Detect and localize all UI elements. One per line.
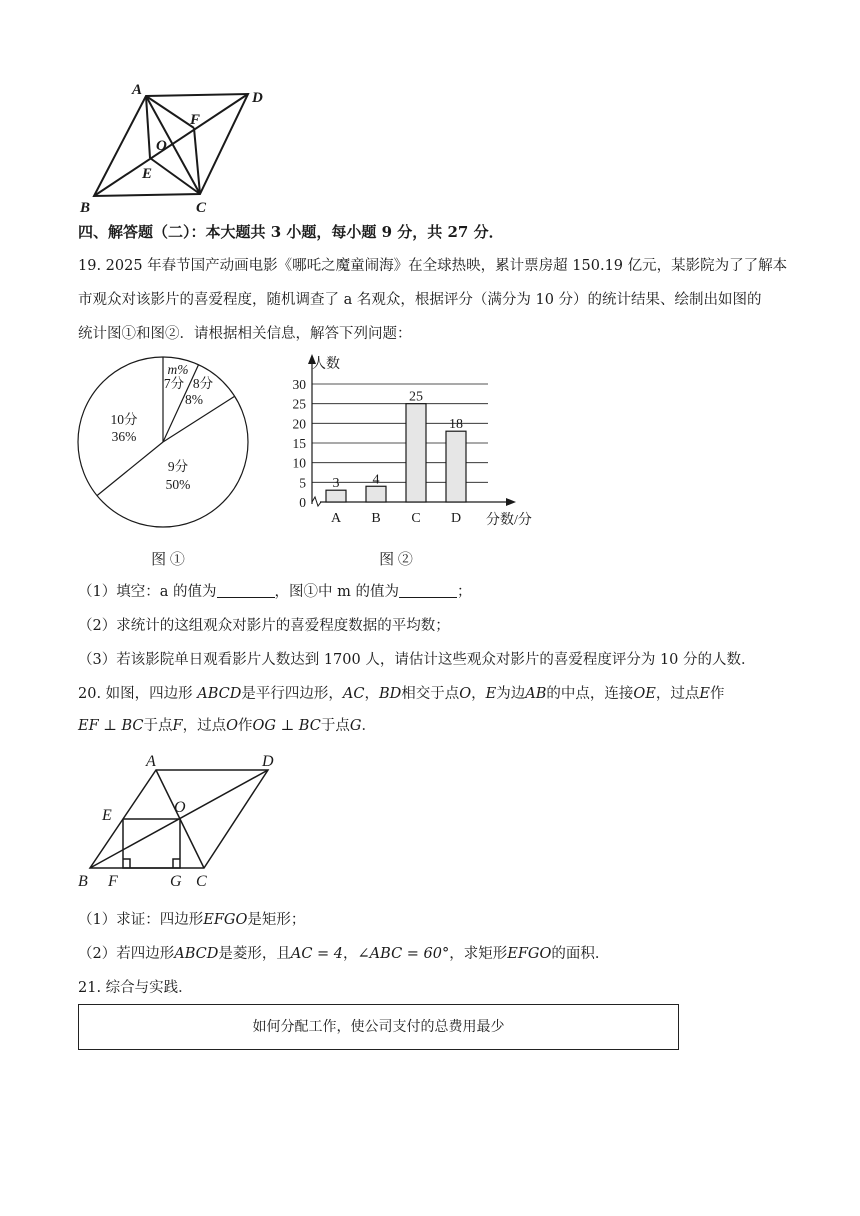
q20-og-perp: OG ⊥ BC <box>252 718 321 734</box>
q20-label-f: F <box>108 873 118 890</box>
y-tick-label: 25 <box>292 396 306 412</box>
label-a: A <box>132 82 143 98</box>
figure-top-parallelogram <box>76 78 276 218</box>
bar-C <box>406 404 426 502</box>
q19-sub1-end: ； <box>456 584 472 600</box>
q21-topic-text: 如何分配工作，使公司支付的总费用最少 <box>252 1019 505 1035</box>
q20-sub1-t2: 是矩形； <box>247 912 306 928</box>
y-tick-label: 15 <box>292 436 306 451</box>
q20-label-b: B <box>78 873 88 890</box>
q20-sub2-t1: （2）若四边形 <box>78 946 175 962</box>
q20-ab: AB <box>525 686 547 702</box>
q20-t14: ． <box>361 718 376 734</box>
q20-abcd: ABCD <box>197 686 242 702</box>
y-tick-label: 30 <box>292 377 306 392</box>
q20-sub1 <box>78 910 305 930</box>
answer-blank-m[interactable] <box>399 583 457 598</box>
q20-sub2-t4: ，求矩形 <box>449 946 508 962</box>
x-category-label: C <box>411 511 421 526</box>
bar-value-label: 3 <box>332 476 340 492</box>
slice-8-value: 8% <box>185 392 203 407</box>
q19-sub1-a-text: a 的值为 <box>159 584 217 600</box>
q20-t9: 作 <box>709 686 725 702</box>
q21-line1: 21. 综合与实践． <box>78 980 193 996</box>
q19-line2: 市观众对该影片的喜爱程度，随机调查了 a 名观众，根据评分（满分为 10 分）的统计结果、绘制出如图的 <box>78 292 762 308</box>
q20-g: G <box>349 718 362 734</box>
q20-label-e: E <box>102 807 112 824</box>
q20-o2: O <box>226 718 238 734</box>
q20-e: E <box>485 686 497 702</box>
bar-value-label: 25 <box>409 389 423 405</box>
right-angle-f <box>123 859 130 868</box>
q20-f: F <box>172 718 183 734</box>
q20-label-a: A <box>146 753 156 770</box>
q20-sub2-ac: AC = 4 <box>290 946 344 962</box>
bar-caption: 图 ② <box>379 552 413 568</box>
q20-o: O <box>459 686 472 702</box>
q19-sub2: （2）求统计的这组观众对影片的喜爱程度数据的平均数； <box>78 618 450 634</box>
q20-sub2-t2: 是菱形，且 <box>218 946 291 962</box>
slice-10-value: 36% <box>111 429 137 444</box>
x-category-label: A <box>330 511 342 526</box>
slice-7-value: m% <box>167 362 189 377</box>
q20-e2: E <box>699 686 710 702</box>
q20-label-d: D <box>262 753 274 770</box>
q19-sub1-prefix: （1）填空： <box>78 584 160 600</box>
q19-sub1 <box>78 582 471 602</box>
slice-9-label: 9分 <box>167 459 189 474</box>
label-d: D <box>252 90 263 106</box>
label-b: B <box>80 200 91 216</box>
q20-t5: ， <box>471 686 486 702</box>
q20-t8: ，过点 <box>655 686 700 702</box>
label-c: C <box>196 200 207 216</box>
q20-t1: 20. 如图，四边形 <box>78 686 193 702</box>
q20-t13: 于点 <box>320 718 350 734</box>
pie-chart <box>74 356 254 572</box>
q20-sub2-angle: ∠ABC = 60° <box>357 946 450 962</box>
x-axis-title: 分数/分 <box>486 513 532 528</box>
label-f: F <box>190 112 201 128</box>
x-axis-arrow <box>506 498 516 506</box>
pie-caption: 图 ① <box>151 552 185 568</box>
pie-radius-9-10 <box>97 442 163 496</box>
bar-value-label: 4 <box>372 472 380 488</box>
q20-sub2-efgo: EFGO <box>507 946 552 962</box>
q20-t11: ，过点 <box>182 718 227 734</box>
x-category-label: D <box>450 511 462 526</box>
q20-sub1-efgo: EFGO <box>203 912 248 928</box>
slice-10-label: 10分 <box>110 412 138 427</box>
y-tick-label: 5 <box>299 475 306 491</box>
q20-label-g: G <box>170 873 182 890</box>
q20-t3: ， <box>364 686 379 702</box>
q19-line1: 19. 2025 年春节国产动画电影《哪吒之魔童闹海》在全球热映，累计票房超 150.19 亿元，某影院为了了解本 <box>78 258 788 274</box>
q19-line3: 统计图①和图②．请根据相关信息，解答下列问题： <box>78 326 412 342</box>
slice-9-value: 50% <box>165 477 191 492</box>
q20-bd: BD <box>378 686 402 702</box>
slice-7-label: 7分 <box>163 376 185 391</box>
q20-label-c: C <box>196 873 207 890</box>
q20-t6: 为边 <box>496 686 526 702</box>
q20-t2: 是平行四边形， <box>241 686 343 702</box>
right-angle-g <box>173 859 180 868</box>
bar-B <box>366 486 386 502</box>
q20-oe: OE <box>633 686 656 702</box>
y-tick-label: 10 <box>292 455 306 471</box>
q20-t4: 相交于点 <box>401 686 460 702</box>
answer-blank-a[interactable] <box>217 583 275 598</box>
q20-ac: AC <box>342 686 365 702</box>
figure-q20-parallelogram <box>74 748 294 894</box>
label-o: O <box>156 138 167 154</box>
q21-topic-box <box>78 1004 679 1050</box>
q20-sub1-t1: （1）求证：四边形 <box>78 912 204 928</box>
y-tick-label: 0 <box>299 495 306 510</box>
q20-ef-perp: EF ⊥ BC <box>78 718 144 734</box>
x-category-label: B <box>371 511 381 526</box>
q20-t12: 作 <box>237 718 253 734</box>
bar-chart <box>280 352 550 572</box>
bar-D <box>446 431 466 502</box>
q20-t10: 于点 <box>143 718 173 734</box>
axis-break <box>312 497 321 506</box>
q20-line2 <box>78 716 376 736</box>
q20-t7: 的中点，连接 <box>546 686 634 702</box>
q19-sub3: （3）若该影院单日观看影片人数达到 1700 人，请估计这些观众对影片的喜爱程度评分为 10 分的人数． <box>78 652 756 668</box>
q20-sub2-t5: 的面积． <box>551 946 610 962</box>
q20-sub2-abcd: ABCD <box>174 946 219 962</box>
bar-A <box>326 490 346 502</box>
section-title: 四、解答题（二）：本大题共 3 小题，每小题 9 分，共 27 分． <box>78 223 504 241</box>
rectangle-efgo <box>123 819 180 868</box>
q20-sub2-t3: ， <box>343 946 358 962</box>
y-tick-label: 20 <box>292 416 306 432</box>
q19-sub1-m-text: ，图①中 m 的值为 <box>274 584 399 600</box>
q20-sub2 <box>78 944 609 964</box>
label-e: E <box>142 166 153 182</box>
bar-value-label: 18 <box>449 417 463 433</box>
q20-line1 <box>78 684 724 704</box>
y-axis-title: 人数 <box>312 357 340 372</box>
q20-label-o: O <box>174 799 186 816</box>
slice-8-label: 8分 <box>192 376 214 391</box>
